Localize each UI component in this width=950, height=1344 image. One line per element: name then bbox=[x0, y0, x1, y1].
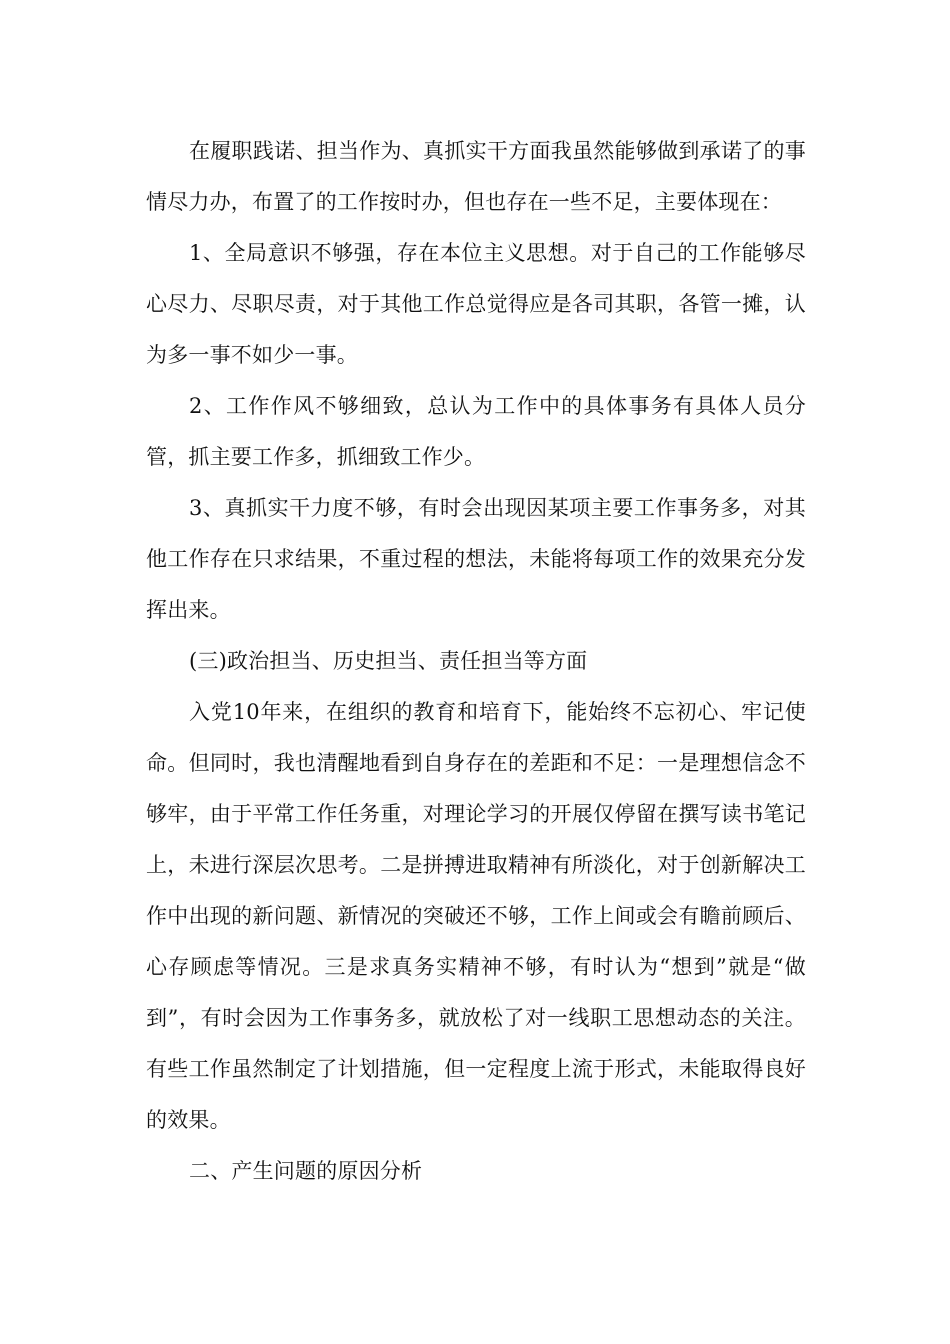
section-heading-cause-analysis: 二、产生问题的原因分析 bbox=[189, 1159, 423, 1183]
paragraph-item-3: 3、真抓实干力度不够，有时会出现因某项主要工作事务多，对其他工作存在只求结果，不重过程的想法，未能将每项工作的效果充分发挥出来。 bbox=[146, 496, 806, 622]
paragraph-intro: 在履职践诺、担当作为、真抓实干方面我虽然能够做到承诺了的事情尽力办，布置了的工作按时办，但也存在一些不足，主要体现在： bbox=[146, 139, 806, 214]
section-heading-3: (三)政治担当、历史担当、责任担当等方面 bbox=[189, 649, 588, 673]
paragraph-party-membership: 入党10年来，在组织的教育和培育下，能始终不忘初心、牢记使命。但同时，我也清醒地看到自身存在的差距和不足：一是理想信念不够牢，由于平常工作任务重，对理论学习的开展仅停留在撰写读书笔记上，未进行深层次思考。二是拼搏进取精神有所淡化，对于创新解决工作中出现的新问题、新情况的突破还不够，工作上间或会有瞻前顾后、心存顾虑等情况。三是求真务实精神不够，有时认为“想到”就是“做到”，有时会因为工作事务多，就放松了对一线职工思想动态的关注。有些工作虽然制定了计划措施，但一定程度上流于形式，未能取得良好的效果。 bbox=[146, 700, 806, 1132]
document-body bbox=[146, 126, 806, 1197]
paragraph-item-1: 1、全局意识不够强，存在本位主义思想。对于自己的工作能够尽心尽力、尽职尽责，对于其他工作总觉得应是各司其职，各管一摊，认为多一事不如少一事。 bbox=[146, 241, 806, 367]
paragraph-item-2: 2、工作作风不够细致，总认为工作中的具体事务有具体人员分管，抓主要工作多，抓细致工作少。 bbox=[146, 394, 806, 469]
